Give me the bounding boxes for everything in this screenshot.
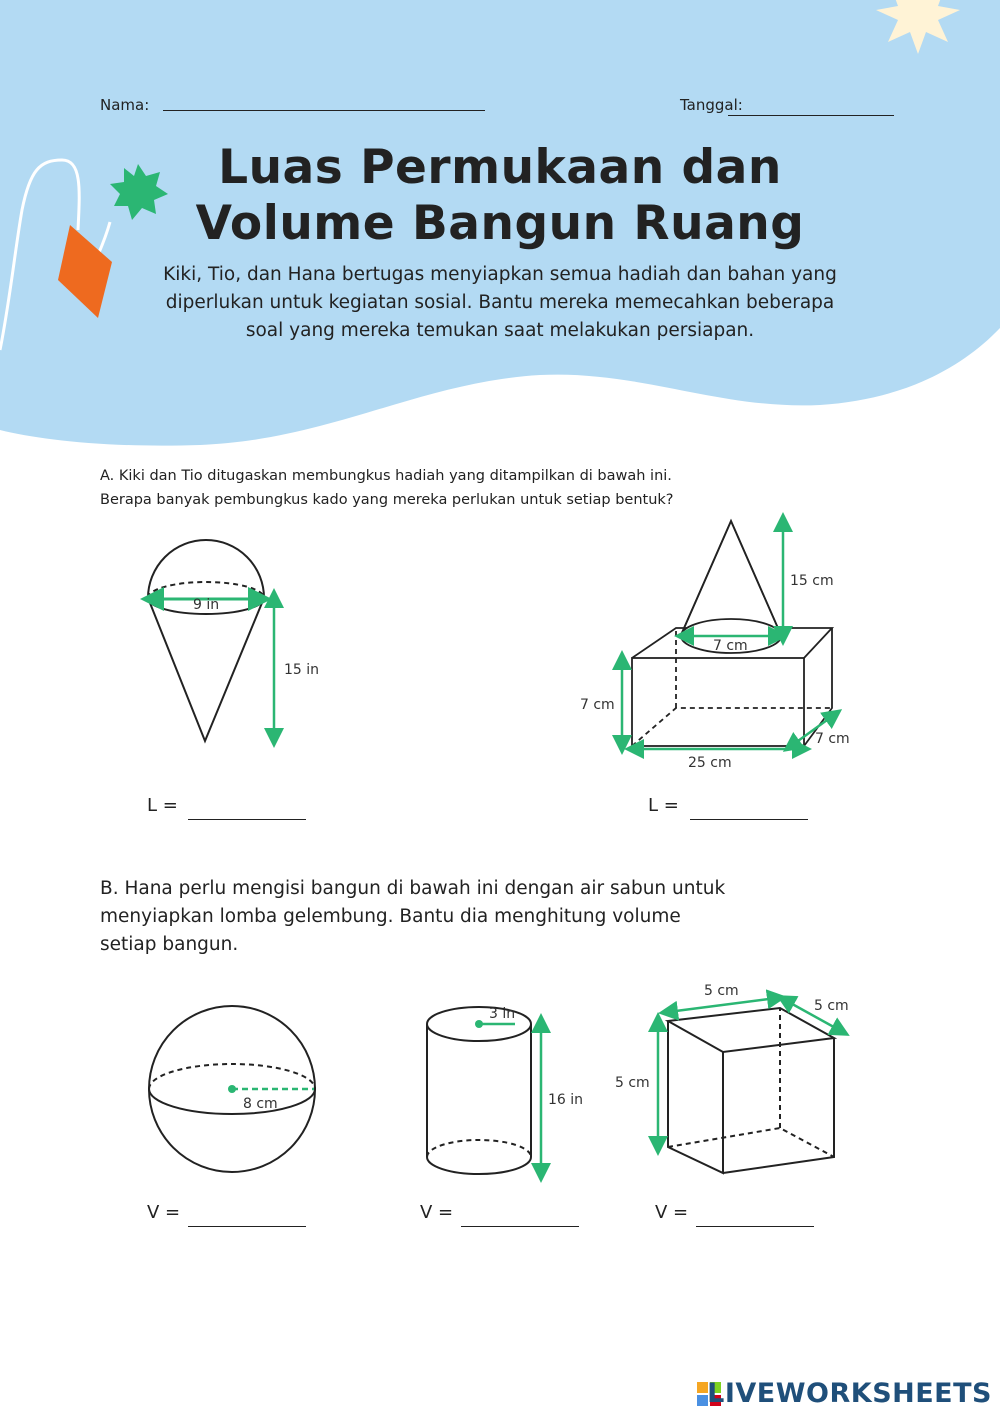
intro-line-3: soal yang mereka temukan saat melakukan persiapan. [245, 320, 755, 341]
section-b-line-2: menyiapkan lomba gelembung. Bantu dia menghitung volume [100, 906, 681, 927]
box-length-label: 25 cm [688, 755, 732, 771]
answer-a1-label: L = [147, 795, 178, 816]
answer-b3-input[interactable] [696, 1204, 814, 1227]
answer-b1-label: V = [147, 1202, 181, 1223]
section-a-line-1: A. Kiki dan Tio ditugaskan membungkus hadiah yang ditampilkan di bawah ini. [100, 468, 672, 484]
cylinder-radius-label: 3 in [489, 1006, 516, 1022]
title-line-1: Luas Permukaan dan [218, 140, 782, 195]
cube-depth-label: 5 cm [814, 998, 849, 1014]
figure-cube [668, 1008, 834, 1173]
intro-line-1: Kiki, Tio, dan Hana bertugas menyiapkan semua hadiah dan bahan yang [163, 264, 837, 285]
date-label: Tanggal: [680, 96, 743, 114]
box-height-label: 7 cm [580, 697, 615, 713]
answer-b2-input[interactable] [461, 1204, 579, 1227]
section-b-line-3: setiap bangun. [100, 934, 239, 955]
title-line-2: Volume Bangun Ruang [195, 196, 805, 251]
cone-height-label: 15 in [284, 662, 320, 678]
answer-a2-label: L = [648, 795, 679, 816]
figure-cone-hemisphere [148, 540, 264, 741]
box-width-label: 7 cm [815, 731, 850, 747]
box-cone-diameter-label: 7 cm [713, 638, 748, 654]
answer-b2-label: V = [420, 1202, 454, 1223]
section-b-line-1: B. Hana perlu mengisi bangun di bawah ini dengan air sabun untuk [100, 878, 726, 899]
cube-side-label: 5 cm [615, 1075, 650, 1091]
answer-a2-input[interactable] [690, 797, 808, 820]
answer-a1-input[interactable] [188, 797, 306, 820]
sphere-radius-label: 8 cm [243, 1096, 278, 1112]
figure-cylinder [427, 1007, 531, 1174]
answer-b1-input[interactable] [188, 1204, 306, 1227]
intro-line-2: diperlukan untuk kegiatan sosial. Bantu mereka memecahkan beberapa [165, 292, 835, 313]
name-label: Nama: [100, 96, 150, 114]
cube-top-label: 5 cm [704, 983, 739, 999]
figure-box-cone [632, 521, 832, 746]
section-b-question [100, 875, 800, 959]
section-a-line-2: Berapa banyak pembungkus kado yang mereka perlukan untuk setiap bentuk? [100, 492, 674, 508]
brand-wordmark[interactable]: LIVEWORKSHEETS [707, 1378, 992, 1409]
box-cone-height-label: 15 cm [790, 573, 834, 589]
cylinder-height-label: 16 in [548, 1092, 584, 1108]
answer-b3-label: V = [655, 1202, 689, 1223]
cone-diameter-label: 9 in [193, 597, 220, 613]
